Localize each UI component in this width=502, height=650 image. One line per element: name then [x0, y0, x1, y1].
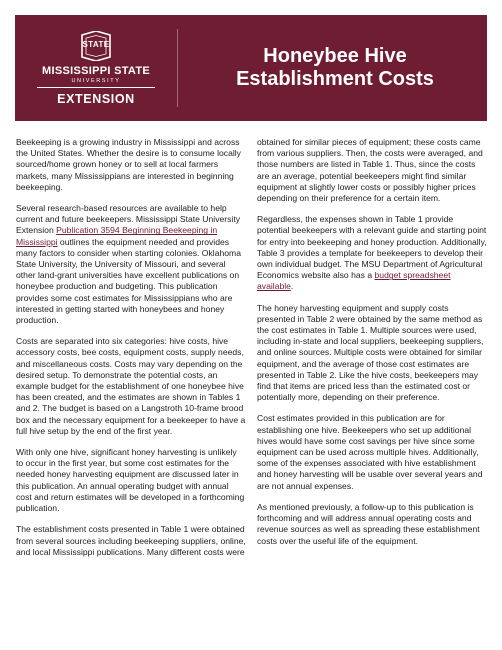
header-banner — [15, 15, 487, 121]
extension-label: EXTENSION — [57, 92, 135, 106]
university-word: UNIVERSITY — [71, 78, 121, 84]
paragraph: Several research-based resources are available to help current and future beekeepers. Mississippi State University Extension Publication 3594 Beginning Beekeeping in Mississippi outlines the equipment needed and provides many factors to consider when starting colonies. Oklahoma State University, the University of Missouri, and several other land-grant universities have excellent publications on honeybee production and budgeting. This publication provides some cost estimates for Mississippians who are interested in getting started with honeybees and honey production. — [16, 203, 241, 326]
paragraph: Cost estimates provided in this publication are for establishing one hive. Beekeepers who set up additional hives would have some cost savings per hive since some equipment can be used across multiple hives. Additionally, some of the expenses associated with hive establishment and honey harvesting will be usable over several years and are not annual expenses. — [257, 413, 483, 491]
budget-spreadsheet-link[interactable]: budget spreadsheet available — [257, 270, 451, 292]
banner-divider — [177, 29, 178, 107]
paragraph: Beekeeping is a growing industry in Mississippi and across the United States. Whether the desire is to consume locally sourced/home grown honey or to sell at local farmers markets, many Mississippians are interested in beginning beekeeping. — [16, 137, 241, 192]
paragraph: As mentioned previously, a follow-up to this publication is forthcoming and will address annual operating costs and revenue sources as well as spreading these establishment costs over the useful life of the equipment. — [257, 501, 480, 546]
page-title — [190, 45, 480, 91]
title-line-2: Establishment Costs — [236, 68, 434, 90]
msu-extension-logo — [31, 31, 161, 117]
publication-3594-link[interactable]: Publication 3594 Beginning Beekeeping in Mississippi — [16, 225, 218, 247]
left-column — [16, 137, 246, 568]
title-line-1: Honeybee Hive — [263, 45, 407, 67]
paragraph: obtained for similar pieces of equipment; these costs came from various suppliers. Then, the costs were averaged, and those numbers are listed in Table 1. Thus, since the costs are an average, potential beekeepers might find similar equipment at slightly lower costs or possibly higher prices depending on their preference for a certain item. — [257, 137, 483, 204]
paragraph: With only one hive, significant honey harvesting is unlikely to occur in the first year, but some cost estimates for the needed honey harvesting equipment are discussed later in this publication. An annual operating budget with annual cost and return estimates will be developed in a forthcoming publication. — [16, 447, 245, 514]
seal-text: STATE — [82, 40, 110, 49]
right-column — [257, 137, 487, 557]
paragraph: Regardless, the expenses shown in Table 1 provide potential beekeepers with a relevant guide and starting point for entry into beekeeping and honey production. Additionally, Table 3 provides a template for beekeepers to develop their own individual budget. The MSU Department of Agricultural Economics website also has a budget spreadsheet available. — [257, 214, 487, 292]
paragraph: Costs are separated into six categories: hive costs, hive accessory costs, bee costs, equipment costs, supply needs, and miscellaneous costs. Costs may vary depending on the desired setup. To demonstrate the potential costs, an example budget for the establishment of one honeybee hive has been created, and the estimates are shown in Tables 1 and 2. The budget is based on a Langstroth 10-frame brood box and the necessary equipment for a beekeeper to have a full hive setup by the end of the first year. — [16, 336, 246, 436]
paragraph: The honey harvesting equipment and supply costs presented in Table 2 were obtained by the same method as the cost estimates in Table 1. Multiple sources were used, including in-state and local suppliers, beekeeping suppliers, and online sources. Multiple costs were obtained for similar equipment, and the average of those cost estimates are presented in Table 2. Like the hive costs, beekeepers may find that items are priced less than the estimated cost or potentially more, depending on their preference. — [257, 302, 484, 403]
university-name: MISSISSIPPI STATE — [42, 65, 150, 77]
logo-divider — [37, 87, 155, 88]
paragraph: The establishment costs presented in Table 1 were obtained from several sources including beekeeping suppliers, online, and local Mississippi publications. Many different costs were — [16, 524, 246, 557]
